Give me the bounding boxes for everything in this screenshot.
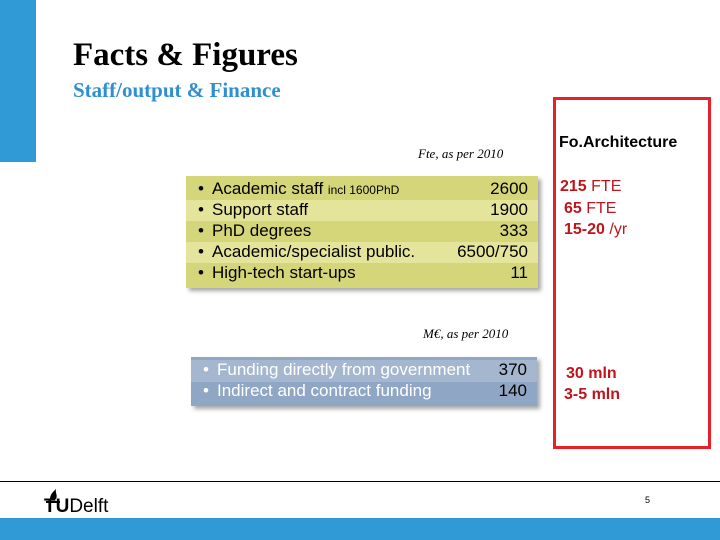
row-value: 370 (498, 360, 527, 379)
row-label: Funding directly from government (217, 360, 471, 379)
page-number: 5 (645, 495, 651, 505)
row-label: Academic/specialist public. (212, 242, 416, 261)
faculty-value: 215 (560, 178, 587, 195)
faculty-unit: FTE (591, 178, 622, 195)
row-sublabel: incl 1600PhD (327, 183, 400, 197)
table-row: • Support staff 1900 (186, 200, 538, 221)
footer-band (0, 518, 720, 540)
logo-text-bold: TU (44, 496, 70, 517)
finance-table (191, 357, 537, 406)
staff-note: Fte, as per 2010 (418, 146, 504, 161)
row-value: 2600 (490, 179, 528, 198)
row-value: 333 (499, 221, 528, 240)
slide-subtitle: Staff/output & Finance (73, 78, 281, 102)
footer-divider (0, 481, 720, 482)
faculty-title: Fo.Architecture (559, 134, 678, 151)
row-label: Indirect and contract funding (217, 381, 432, 400)
row-value: 11 (510, 263, 528, 282)
row-value: 6500/750 (457, 242, 528, 261)
faculty-staff-line (564, 200, 616, 218)
table-row: • PhD degrees 333 (198, 221, 528, 240)
tudelft-logo (44, 496, 108, 518)
finance-note: M€, as per 2010 (423, 326, 509, 341)
row-value: 1900 (490, 200, 528, 219)
table-row: • High-tech start-ups 11 (198, 263, 528, 282)
row-label: High-tech start-ups (212, 263, 356, 282)
slide-title: Facts & Figures (73, 37, 298, 73)
faculty-finance-line: 3-5 mln (564, 386, 621, 403)
accent-bar (0, 0, 36, 162)
staff-table (186, 176, 538, 288)
faculty-unit: FTE (586, 200, 617, 217)
table-row: • Academic/specialist public. 6500/750 (186, 242, 538, 263)
faculty-staff-line (564, 221, 627, 239)
faculty-finance-line: 30 mln (566, 365, 617, 382)
faculty-staff-line (560, 178, 621, 196)
row-label: PhD degrees (212, 221, 312, 240)
row-label: Support staff (212, 200, 309, 219)
logo-text: Delft (69, 496, 109, 517)
table-row: • Funding directly from government 370 (191, 360, 537, 382)
row-value: 140 (498, 381, 527, 400)
table-row: • Academic staff incl 1600PhD 2600 (198, 179, 528, 198)
row-label: Academic staff (212, 179, 324, 198)
faculty-unit: /yr (609, 221, 628, 238)
faculty-value: 65 (564, 200, 582, 217)
faculty-value: 15-20 (564, 221, 605, 238)
table-row: • Indirect and contract funding 140 (203, 381, 527, 400)
